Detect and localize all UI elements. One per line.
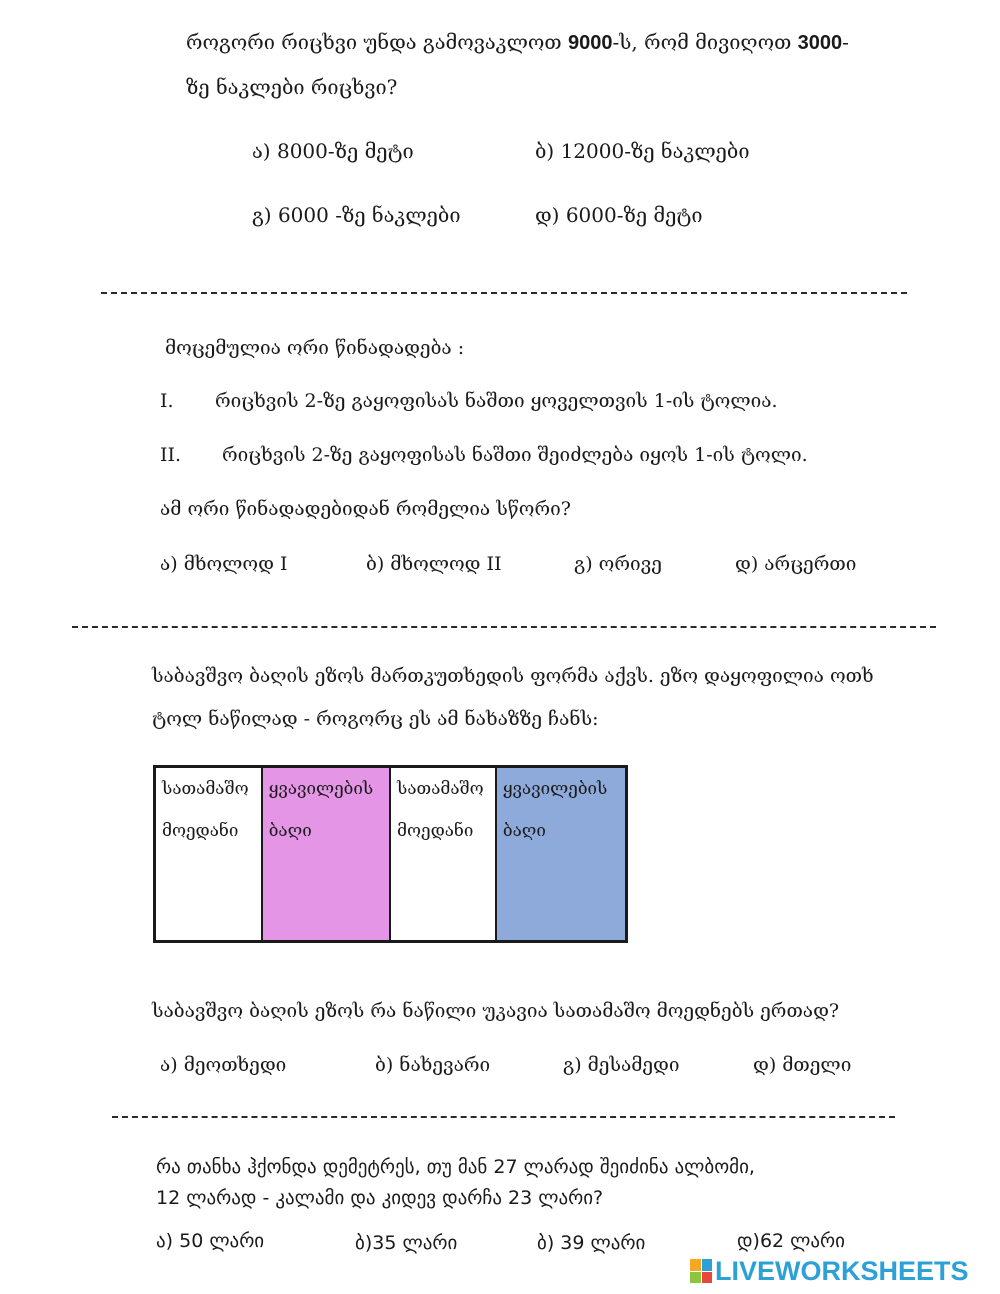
q3-intro-line2: ტოლ ნაწილად - როგორც ეს ამ ნახაზზე ჩანს:: [152, 708, 599, 730]
garden-cell-label: ყვავილების: [268, 779, 374, 799]
q1-line1: [186, 30, 849, 55]
garden-diagram: [153, 765, 628, 943]
garden-cell-label: ბაღი: [268, 821, 312, 841]
q1-line2: ზე ნაკლები რიცხვი?: [186, 75, 398, 99]
q2-option-b: ბ) მხოლოდ II: [366, 553, 502, 575]
q1-number-3000: 3000: [797, 32, 843, 54]
q1-option-b: ბ) 12000-ზე ნაკლები: [535, 139, 750, 163]
q4-line1: რა თანხა ჰქონდა დემეტრეს, თუ მან 27 ლარად შეიძინა ალბომი,: [156, 1156, 755, 1178]
garden-cell-label: ყვავილების: [502, 779, 608, 799]
q4-option-d: დ)62 ლარი: [737, 1230, 845, 1252]
garden-cell-playground-2: [390, 767, 496, 942]
logo-text: LIVEWORKSHEETS: [715, 1255, 969, 1286]
q1-option-d: დ) 6000-ზე მეტი: [535, 203, 703, 227]
q3-intro-line1: საბავშვო ბაღის ეზოს მართკუთხედის ფორმა აქვს. ეზო დაყოფილია ოთხ: [152, 665, 874, 687]
q2-statement-2: რიცხვის 2-ზე გაყოფისას ნაშთი შეიძლება იყოს 1-ის ტოლი.: [222, 444, 808, 466]
garden-cell-label: მოედანი: [397, 821, 474, 841]
garden-cell-label: მოედანი: [162, 821, 239, 841]
q3-question: საბავშვო ბაღის ეზოს რა ნაწილი უკავია სათამაშო მოედნებს ერთად?: [152, 1000, 840, 1022]
separator-2: [72, 626, 936, 628]
liveworksheets-logo: [690, 1256, 969, 1286]
garden-cell-label: ბაღი: [502, 821, 546, 841]
q1-option-c: გ) 6000 -ზე ნაკლები: [252, 203, 461, 227]
q2-option-d: დ) არცერთი: [735, 553, 857, 575]
q4-option-b: ბ)35 ლარი: [355, 1232, 458, 1254]
garden-cell-label: სათამაშო: [397, 779, 484, 799]
q3-option-b: ბ) ნახევარი: [375, 1054, 491, 1076]
q1-text-c: -: [842, 30, 849, 54]
q2-statement-1: რიცხვის 2-ზე გაყოფისას ნაშთი ყოველთვის 1-ის ტოლია.: [215, 390, 778, 412]
q2-statement-1-number: I.: [160, 390, 174, 412]
q2-statement-2-number: II.: [160, 444, 182, 466]
separator-3: [112, 1116, 895, 1118]
q3-option-a: ა) მეოთხედი: [160, 1054, 287, 1076]
q3-option-c: გ) მესამედი: [563, 1054, 680, 1076]
garden-cell-label: სათამაშო: [162, 779, 249, 799]
q4-line2: 12 ლარად - კალამი და კიდევ დარჩა 23 ლარი?: [156, 1187, 604, 1209]
q2-option-c: გ) ორივე: [574, 553, 662, 575]
q1-text-a: როგორი რიცხვი უნდა გამოვაკლოთ: [186, 30, 569, 54]
liveworksheets-logo-icon: [690, 1259, 712, 1283]
q1-text-b: -ს, რომ მივიღოთ: [612, 30, 798, 54]
garden-cell-flowers-1: [262, 767, 390, 942]
garden-cell-flowers-2: [496, 767, 627, 942]
q2-intro: მოცემულია ორი წინადადება :: [165, 337, 465, 359]
garden-cell-playground-1: [155, 767, 262, 942]
q1-option-a: ა) 8000-ზე მეტი: [252, 139, 414, 163]
q4-option-a: ა) 50 ლარი: [156, 1230, 265, 1252]
q1-number-9000: 9000: [568, 32, 613, 54]
q4-option-c: ბ) 39 ლარი: [537, 1232, 646, 1254]
q2-option-a: ა) მხოლოდ I: [160, 553, 288, 575]
q3-option-d: დ) მთელი: [753, 1054, 852, 1076]
q2-question: ამ ორი წინადადებიდან რომელია სწორი?: [160, 498, 571, 520]
separator-1: [101, 292, 907, 294]
